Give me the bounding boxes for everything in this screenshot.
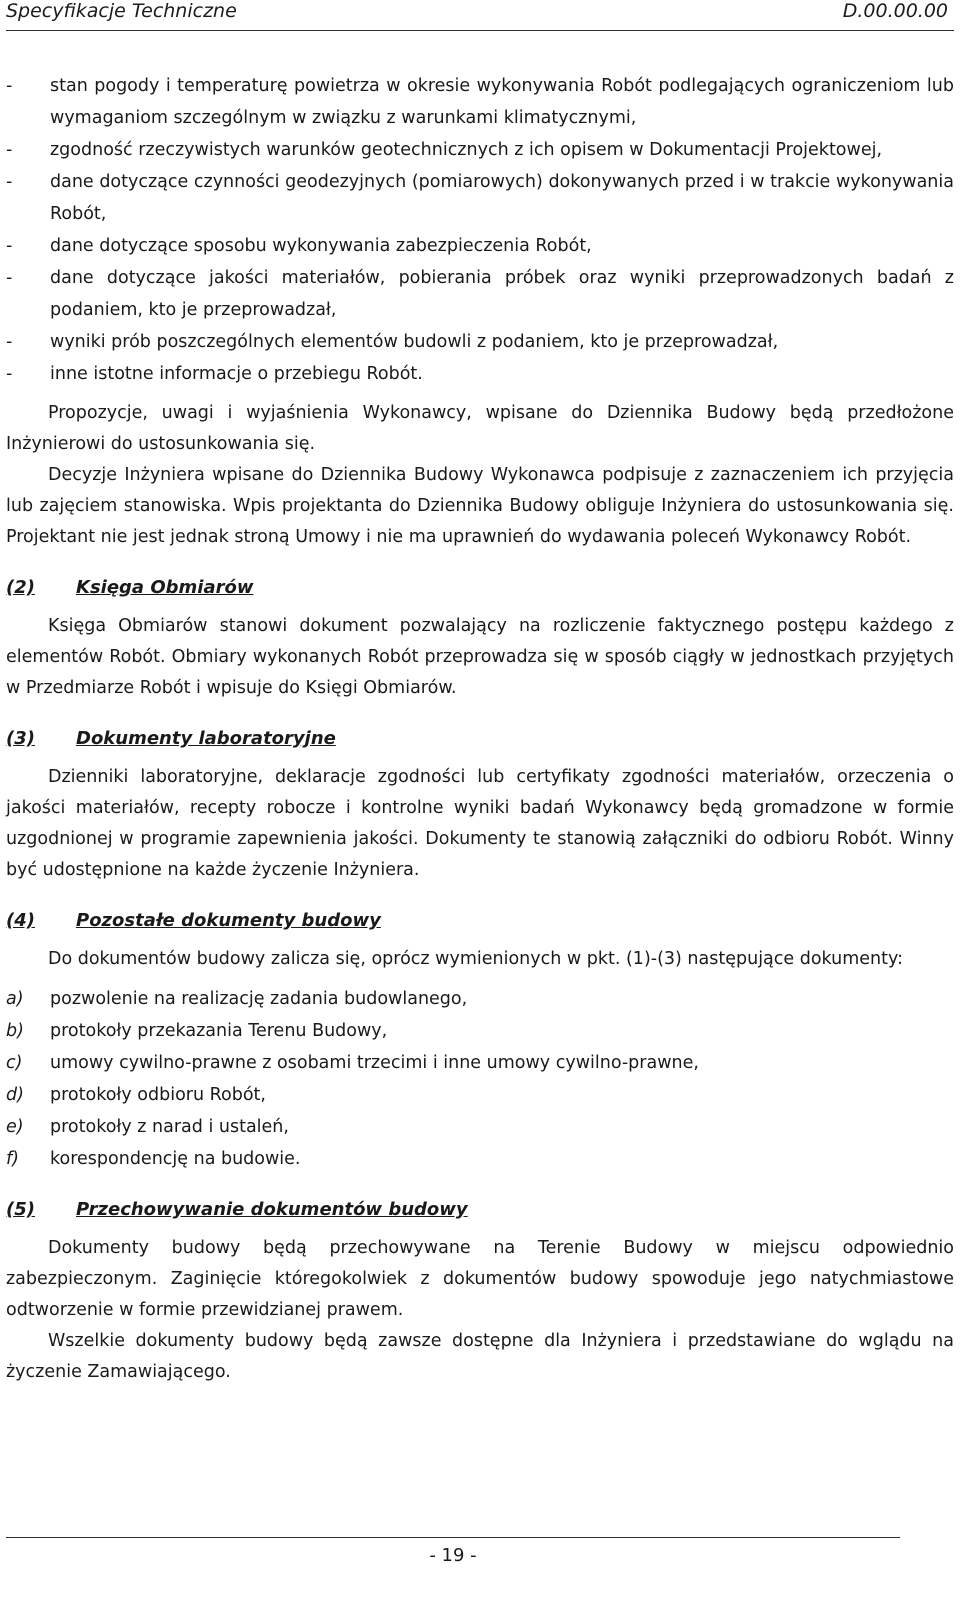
list-item: f) korespondencję na budowie. [6,1149,301,1169]
paragraph-decisions: Decyzje Inżyniera wpisane do Dziennika Budowy Wykonawca podpisuje z zaznaczeniem ich przyjęcia lub zajęciem stanowiska. Wpis projektanta do Dziennika Budowy obliguje Inżyniera do ustosunkowania się. Projektant nie jest jednak stroną Umowy i nie ma uprawnień do wydawania poleceń Wykonawcy Robót. [6,465,954,547]
bullet-dash: - [6,140,13,160]
bullet-dash: - [6,364,13,384]
section-title: Księga Obmiarów [76,577,254,598]
list-item: - dane dotyczące jakości materiałów, pobierania próbek oraz wyniki przeprowadzonych badań z podaniem, kto je przeprowadzał, [6,262,954,326]
bullet-dash: - [6,268,13,288]
bullet-list [6,70,954,390]
list-item: - zgodność rzeczywistych warunków geotechnicznych z ich opisem w Dokumentacji Projektowej, [6,134,954,166]
section-heading-5 [6,1195,954,1225]
section-number: (2) [6,577,35,598]
bullet-dash: - [6,332,13,352]
section-number: (4) [6,910,35,931]
section-number: (5) [6,1199,35,1220]
page-number: - 19 - [429,1545,477,1566]
list-item: - dane dotyczące czynności geodezyjnych (pomiarowych) dokonywanych przed i w trakcie wykonywania Robót, [6,166,954,230]
list-item: - inne istotne informacje o przebiegu Robót. [6,358,954,390]
section-3-text: Dzienniki laboratoryjne, deklaracje zgodności lub certyfikaty zgodności materiałów, orzeczenia o jakości materiałów, recepty robocze i kontrolne wyniki badań Wykonawcy będą gromadzone w formie uzgodnionej w programie zapewnienia jakości. Dokumenty te stanowią załączniki do odbioru Robót. Winny być udostępnione na każde życzenie Inżyniera. [6,767,954,880]
section-2-text: Księga Obmiarów stanowi dokument pozwalający na rozliczenie faktycznego postępu każdego z elementów Robót. Obmiary wykonanych Robót przeprowadza się w sposób ciągły w jednostkach przyjętych w Przedmiarze Robót i wpisuje do Księgi Obmiarów. [6,616,954,698]
bullet-dash: - [6,236,13,256]
section-title: Dokumenty laboratoryjne [76,728,336,749]
section-title: Pozostałe dokumenty budowy [76,910,381,931]
list-item: a) pozwolenie na realizację zadania budowlanego, [6,989,468,1009]
section-title: Przechowywanie dokumentów budowy [76,1199,468,1220]
footer-divider [6,1537,900,1538]
page-content [6,70,954,1388]
section-heading-3 [6,724,954,754]
bullet-dash: - [6,76,13,96]
list-item: - dane dotyczące sposobu wykonywania zabezpieczenia Robót, [6,230,954,262]
page-header [6,0,954,31]
section-heading-2 [6,573,954,603]
section-4-text: Do dokumentów budowy zalicza się, oprócz wymienionych w pkt. (1)-(3) następujące dokumenty: [48,949,903,969]
section-5-text: Dokumenty budowy będą przechowywane na Terenie Budowy w miejscu odpowiednio zabezpieczonym. Zaginięcie któregokolwiek z dokumentów budowy spowoduje jego natychmiastowe odtworzenie w formie przewidzianej prawem. [6,1238,954,1320]
header-code: D.00.00.00 [842,0,948,22]
list-item: b) protokoły przekazania Terenu Budowy, [6,1021,388,1041]
list-item: - stan pogody i temperaturę powietrza w okresie wykonywania Robót podlegających ograniczeniom lub wymaganiom szczególnym w związku z warunkami klimatycznymi, [6,70,954,134]
list-item: e) protokoły z narad i ustaleń, [6,1117,289,1137]
header-title: Specyfikacje Techniczne [6,0,237,22]
paragraph-proposals: Propozycje, uwagi i wyjaśnienia Wykonawcy, wpisane do Dziennika Budowy będą przedłożone Inżynierowi do ustosunkowania się. [6,403,954,454]
section-heading-4 [6,906,954,936]
list-item: d) protokoły odbioru Robót, [6,1085,266,1105]
section-number: (3) [6,728,35,749]
documents-list [6,983,954,1175]
list-item: c) umowy cywilno-prawne z osobami trzecimi i inne umowy cywilno-prawne, [6,1053,699,1073]
section-5-text-2: Wszelkie dokumenty budowy będą zawsze dostępne dla Inżyniera i przedstawiane do wglądu na życzenie Zamawiającego. [6,1331,954,1382]
list-item: - wyniki prób poszczególnych elementów budowli z podaniem, kto je przeprowadzał, [6,326,954,358]
bullet-dash: - [6,172,13,192]
